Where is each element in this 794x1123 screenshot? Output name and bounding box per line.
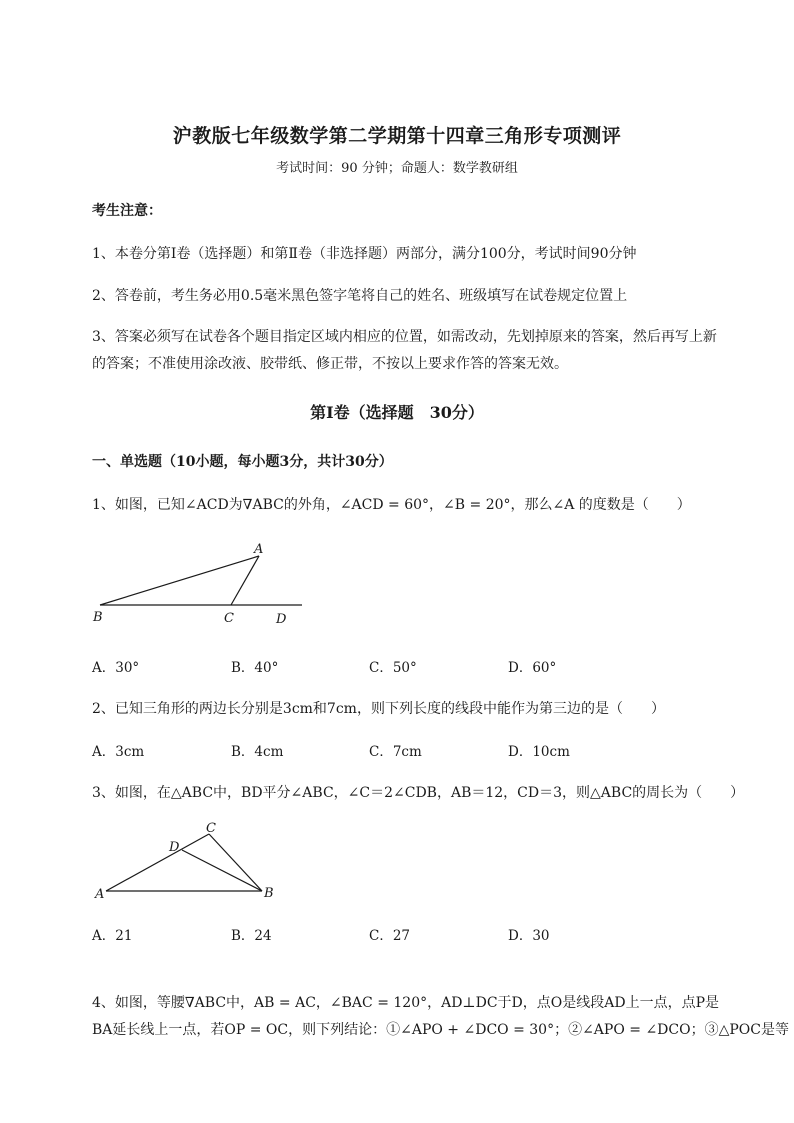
option-a[interactable]: A．21	[92, 928, 133, 944]
option-d[interactable]: D．30	[508, 928, 550, 944]
label-a: A	[254, 542, 264, 557]
question-3-figure	[88, 818, 288, 904]
label-c: C	[224, 611, 234, 626]
line-ac	[106, 834, 209, 891]
question-2-text: 2、已知三角形的两边长分别是3cm和7cm，则下列长度的线段中能作为第三边的是（ ）	[92, 701, 665, 717]
label-c: C	[206, 821, 216, 836]
label-d: D	[169, 840, 180, 855]
option-d[interactable]: D．10cm	[508, 744, 570, 760]
question-1-options	[92, 656, 712, 676]
label-a: A	[95, 887, 105, 902]
part-heading: 一、单选题（10小题，每小题3分，共计30分）	[92, 454, 393, 470]
option-a[interactable]: A．3cm	[92, 744, 145, 760]
label-d: D	[276, 612, 287, 627]
question-3-options	[92, 924, 712, 944]
option-d[interactable]: D．60°	[508, 660, 557, 676]
question-1-text: 1、如图，已知∠ACD为∇ABC的外角，∠ACD = 60°，∠B = 20°，那么∠A 的度数是（ ）	[92, 497, 691, 513]
section-title: 第I卷（选择题 30分）	[310, 403, 484, 422]
option-c[interactable]: C．50°	[369, 660, 417, 676]
question-3-text: 3、如图，在△ABC中，BD平分∠ABC，∠C＝2∠CDB，AB＝12，CD＝3，则△ABC的周长为（ ）	[92, 785, 745, 801]
line-db	[182, 850, 262, 891]
option-b[interactable]: B．4cm	[231, 744, 284, 760]
notice-heading: 考生注意：	[92, 203, 162, 219]
label-b: B	[93, 610, 103, 625]
notice-item-1: 1、本卷分第I卷（选择题）和第Ⅱ卷（非选择题）两部分，满分100分，考试时间90分钟	[92, 246, 637, 262]
notice-item-2: 2、答卷前，考生务必用0.5毫米黑色签字笔将自己的姓名、班级填写在试卷规定位置上	[92, 288, 628, 304]
question-2-options	[92, 740, 712, 760]
label-b: B	[264, 886, 274, 901]
notice-item-3: 3、答案必须写在试卷各个题目指定区域内相应的位置，如需改动，先划掉原来的答案，然后再写上新	[92, 329, 717, 345]
question-4-text-line-2: BA延长线上一点，若OP = OC，则下列结论：①∠APO + ∠DCO = 30°；②∠APO = ∠DCO；③△POC是等	[92, 1022, 789, 1038]
option-b[interactable]: B．24	[231, 928, 272, 944]
line-cb	[209, 834, 262, 891]
option-c[interactable]: C．7cm	[369, 744, 422, 760]
question-1-figure	[88, 536, 318, 632]
option-a[interactable]: A．30°	[92, 660, 140, 676]
question-4-text-line-1: 4、如图，等腰∇ABC中，AB = AC，∠BAC = 120°，AD⊥DC于D，点O是线段AD上一点，点P是	[92, 995, 719, 1011]
option-b[interactable]: B．40°	[231, 660, 279, 676]
exam-subtitle: 考试时间：90 分钟；命题人：数学教研组	[276, 161, 518, 176]
exam-title: 沪教版七年级数学第二学期第十四章三角形专项测评	[172, 125, 622, 147]
notice-item-3-continued: 的答案；不准使用涂改液、胶带纸、修正带，不按以上要求作答的答案无效。	[92, 356, 568, 372]
option-c[interactable]: C．27	[369, 928, 411, 944]
